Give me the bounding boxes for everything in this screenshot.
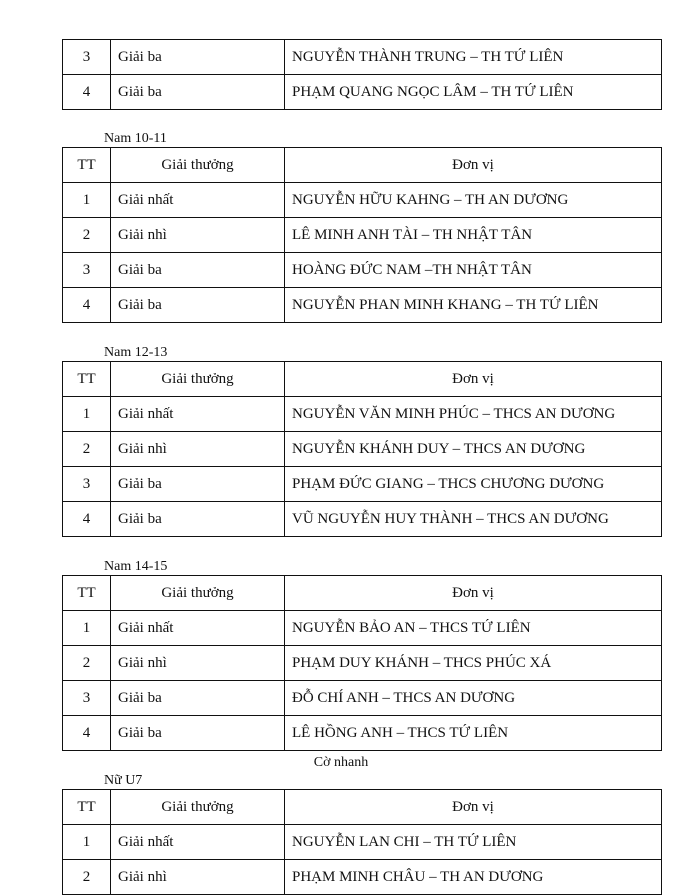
unit-cell: NGUYỄN KHÁNH DUY – THCS AN DƯƠNG xyxy=(285,432,662,467)
unit-cell: ĐỖ CHÍ ANH – THCS AN DƯƠNG xyxy=(285,681,662,716)
rank-cell: 1 xyxy=(63,611,111,646)
header-tt: TT xyxy=(63,148,111,183)
header-tt: TT xyxy=(63,790,111,825)
header-prize: Giải thưởng xyxy=(111,576,285,611)
prize-cell: Giải ba xyxy=(111,253,285,288)
results-table xyxy=(62,789,662,895)
unit-cell: VŨ NGUYỄN HUY THÀNH – THCS AN DƯƠNG xyxy=(285,502,662,537)
table-row xyxy=(63,288,662,323)
table-header-row xyxy=(63,148,662,183)
header-tt: TT xyxy=(63,362,111,397)
table-header-row xyxy=(63,790,662,825)
results-table xyxy=(62,361,662,537)
table-row xyxy=(63,75,662,110)
results-table xyxy=(62,147,662,323)
prize-cell: Giải nhất xyxy=(111,825,285,860)
table-header-row xyxy=(63,576,662,611)
header-unit: Đơn vị xyxy=(285,362,662,397)
unit-cell: LÊ MINH ANH TÀI – TH NHẬT TÂN xyxy=(285,218,662,253)
rank-cell: 1 xyxy=(63,183,111,218)
rank-cell: 4 xyxy=(63,75,111,110)
table-row xyxy=(63,40,662,75)
prize-cell: Giải nhì xyxy=(111,218,285,253)
table-row xyxy=(63,183,662,218)
table-nam-12-13 xyxy=(62,361,661,537)
table-row xyxy=(63,502,662,537)
prize-cell: Giải ba xyxy=(111,716,285,751)
unit-cell: NGUYỄN BẢO AN – THCS TỨ LIÊN xyxy=(285,611,662,646)
header-tt: TT xyxy=(63,576,111,611)
unit-cell: LÊ HỒNG ANH – THCS TỨ LIÊN xyxy=(285,716,662,751)
rank-cell: 1 xyxy=(63,397,111,432)
header-prize: Giải thưởng xyxy=(111,362,285,397)
unit-cell: NGUYỄN VĂN MINH PHÚC – THCS AN DƯƠNG xyxy=(285,397,662,432)
table-row xyxy=(63,467,662,502)
prize-cell: Giải nhất xyxy=(111,397,285,432)
heading-speed-chess: Cờ nhanh xyxy=(313,755,369,770)
prize-cell: Giải ba xyxy=(111,288,285,323)
unit-cell: NGUYỄN THÀNH TRUNG – TH TỨ LIÊN xyxy=(285,40,662,75)
prize-cell: Giải ba xyxy=(111,502,285,537)
rank-cell: 4 xyxy=(63,502,111,537)
rank-cell: 2 xyxy=(63,218,111,253)
rank-cell: 4 xyxy=(63,716,111,751)
prize-cell: Giải nhất xyxy=(111,183,285,218)
rank-cell: 4 xyxy=(63,288,111,323)
rank-cell: 2 xyxy=(63,860,111,895)
table-row xyxy=(63,253,662,288)
table-row xyxy=(63,432,662,467)
table-nam-10-11 xyxy=(62,147,661,323)
rank-cell: 3 xyxy=(63,253,111,288)
header-unit: Đơn vị xyxy=(285,148,662,183)
table-row xyxy=(63,611,662,646)
prize-cell: Giải nhì xyxy=(111,860,285,895)
table-row xyxy=(63,716,662,751)
section-title-nam-10-11: Nam 10-11 xyxy=(104,131,167,146)
prize-cell: Giải nhì xyxy=(111,432,285,467)
unit-cell: NGUYỄN PHAN MINH KHANG – TH TỨ LIÊN xyxy=(285,288,662,323)
prize-cell: Giải ba xyxy=(111,681,285,716)
prize-cell: Giải ba xyxy=(111,467,285,502)
section-title-nu-u7: Nữ U7 xyxy=(104,773,143,788)
unit-cell: PHẠM ĐỨC GIANG – THCS CHƯƠNG DƯƠNG xyxy=(285,467,662,502)
table-row xyxy=(63,218,662,253)
rank-cell: 1 xyxy=(63,825,111,860)
table-nam-14-15 xyxy=(62,575,661,751)
rank-cell: 3 xyxy=(63,467,111,502)
table-header-row xyxy=(63,362,662,397)
unit-cell: HOÀNG ĐỨC NAM –TH NHẬT TÂN xyxy=(285,253,662,288)
table-row xyxy=(63,646,662,681)
table-continuation xyxy=(62,39,661,110)
unit-cell: NGUYỄN HỮU KAHNG – TH AN DƯƠNG xyxy=(285,183,662,218)
table-row xyxy=(63,397,662,432)
prize-cell: Giải nhì xyxy=(111,646,285,681)
unit-cell: PHẠM QUANG NGỌC LÂM – TH TỨ LIÊN xyxy=(285,75,662,110)
unit-cell: PHẠM MINH CHÂU – TH AN DƯƠNG xyxy=(285,860,662,895)
rank-cell: 2 xyxy=(63,646,111,681)
section-title-nam-12-13: Nam 12-13 xyxy=(104,345,168,360)
header-prize: Giải thưởng xyxy=(111,148,285,183)
rank-cell: 2 xyxy=(63,432,111,467)
header-unit: Đơn vị xyxy=(285,576,662,611)
table-row xyxy=(63,681,662,716)
rank-cell: 3 xyxy=(63,40,111,75)
prize-cell: Giải ba xyxy=(111,75,285,110)
table-row xyxy=(63,825,662,860)
results-table xyxy=(62,575,662,751)
rank-cell: 3 xyxy=(63,681,111,716)
prize-cell: Giải ba xyxy=(111,40,285,75)
section-title-nam-14-15: Nam 14-15 xyxy=(104,559,168,574)
unit-cell: NGUYỄN LAN CHI – TH TỨ LIÊN xyxy=(285,825,662,860)
table-row xyxy=(63,860,662,895)
table-nu-u7 xyxy=(62,789,661,895)
header-unit: Đơn vị xyxy=(285,790,662,825)
header-prize: Giải thưởng xyxy=(111,790,285,825)
results-table xyxy=(62,39,662,110)
prize-cell: Giải nhất xyxy=(111,611,285,646)
unit-cell: PHẠM DUY KHÁNH – THCS PHÚC XÁ xyxy=(285,646,662,681)
